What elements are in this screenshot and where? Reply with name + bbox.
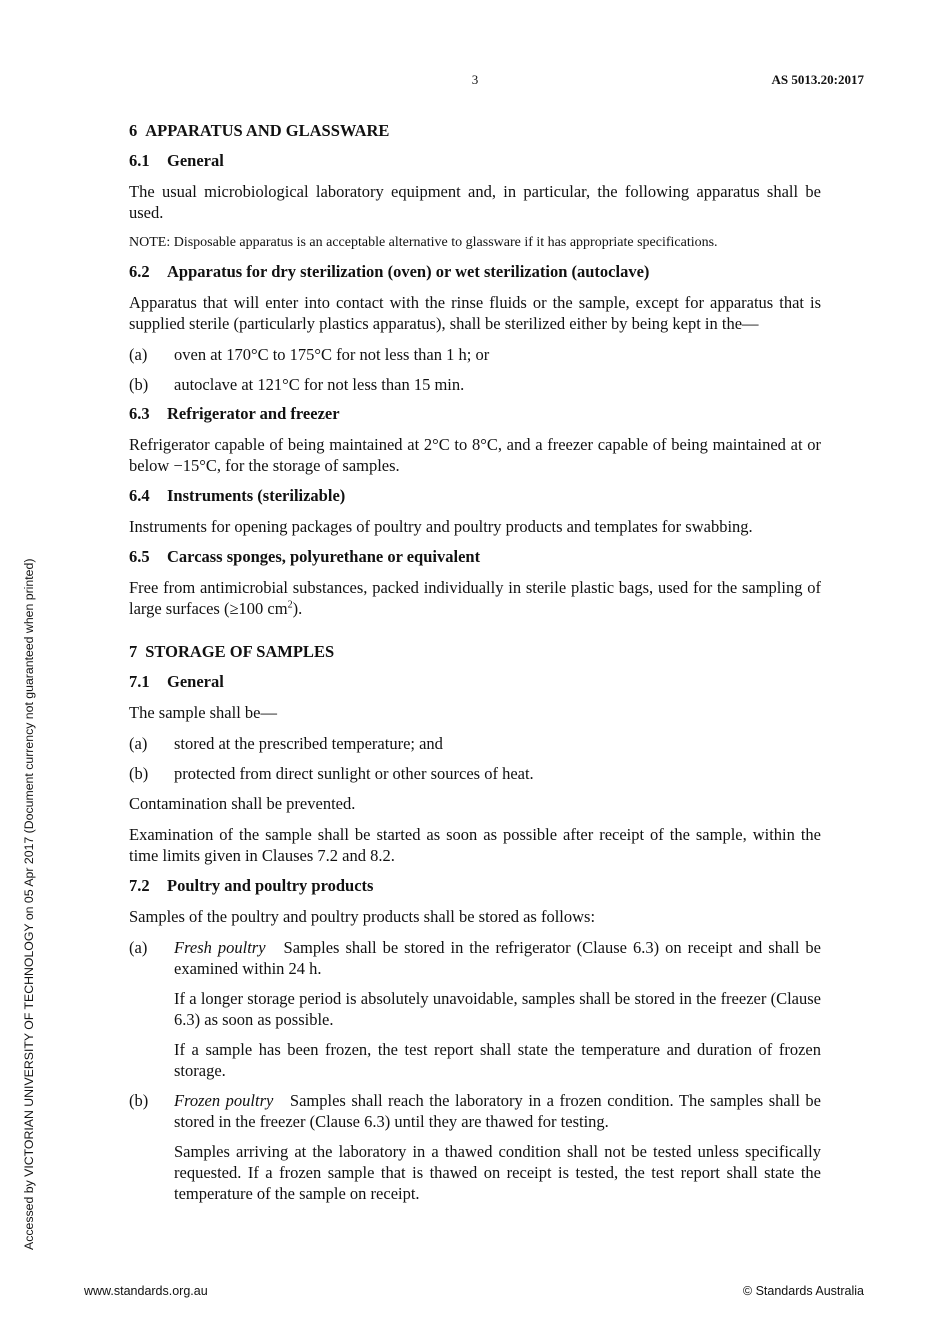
clause-6-4-heading: 6.4 Instruments (sterilizable) (129, 486, 346, 505)
clause-7-1-heading: 7.1 General (129, 672, 224, 691)
list-item: (a) stored at the prescribed temperature; and (129, 734, 443, 753)
clause-6-5-text: Free from antimicrobial substances, packed individually in sterile plastic bags, used for the sampling of large surfaces (≥100 $cm^2$). (129, 578, 821, 618)
clause-6-2-heading: 6.2 Apparatus for dry sterilization (oven) or wet sterilization (autoclave) (129, 262, 650, 281)
clause-6-1-heading: 6.1 General (129, 151, 224, 170)
clause-7-1-text-2: Examination of the sample shall be started as soon as possible after receipt of the sample, within the time limits given in Clauses 7.2 and 8.2. (129, 825, 821, 865)
list-item: (b) autoclave at 121°C for not less than 15 min. (129, 375, 465, 394)
access-watermark: Accessed by VICTORIAN UNIVERSITY OF TECHNOLOGY on 05 Apr 2017 (Document currency not guaranteed when printed) (22, 558, 36, 1250)
clause-6-3-heading: 6.3 Refrigerator and freezer (129, 404, 340, 423)
list-item: (a) oven at 170°C to 175°C for not less than 1 h; or (129, 345, 490, 364)
clause-6-1-text: The usual microbiological laboratory equipment and, in particular, the following apparatus shall be used. (129, 182, 821, 222)
list-item-fresh-poultry: (a) Fresh poultry Samples shall be stored in the refrigerator (Clause 6.3) on receipt and shall be examined within 24 h. If a longer storage period is absolutely unavoidable, samples shall be stored in the freezer (Clause 6.3) as soon as possible. If a sample has been frozen, the test report shall state the temperature and duration of frozen storage. (129, 938, 822, 1080)
footer-website: www.standards.org.au (84, 1284, 208, 1298)
document-body (129, 121, 821, 1213)
footer-copyright: © Standards Australia (742, 1284, 864, 1298)
clause-6-5-heading: 6.5 Carcass sponges, polyurethane or equivalent (129, 547, 481, 566)
clause-7-2-heading: 7.2 Poultry and poultry products (129, 876, 374, 895)
list-item-frozen-poultry: (b) Frozen poultry Samples shall reach the laboratory in a frozen condition. The samples shall be stored in the freezer (Clause 6.3) until they are thawed for testing. Samples arriving at the laboratory in a thawed condition shall not be tested unless specifically requested. If a frozen sample that is thawed on receipt is tested, the test report shall state the temperature of the sample on receipt. (129, 1091, 822, 1203)
clause-7-1-text-1: Contamination shall be prevented. (129, 794, 356, 813)
clause-6-2-text: Apparatus that will enter into contact with the rinse fluids or the sample, except for apparatus that is supplied sterile (particularly plastics apparatus), shall be sterilized either by being kept in the— (129, 293, 821, 333)
section-6-heading: 6 APPARATUS AND GLASSWARE (129, 121, 390, 140)
clause-6-3-text: Refrigerator capable of being maintained at 2°C to 8°C, and a freezer capable of being maintained at or below −15°C, for the storage of samples. (129, 435, 821, 475)
section-7-heading: 7 STORAGE OF SAMPLES (129, 642, 335, 661)
clause-7-1-intro: The sample shall be— (129, 703, 278, 722)
clause-7-2-intro: Samples of the poultry and poultry products shall be stored as follows: (129, 907, 596, 926)
standard-code: AS 5013.20:2017 (771, 72, 864, 87)
clause-6-4-text: Instruments for opening packages of poultry and poultry products and templates for swabbing. (129, 517, 753, 536)
term-fresh-poultry: Fresh poultry (174, 938, 266, 957)
clause-6-1-note: NOTE: Disposable apparatus is an acceptable alternative to glassware if it has appropriate specifications. (129, 235, 718, 250)
list-item: (b) protected from direct sunlight or other sources of heat. (129, 764, 534, 783)
page-number: 3 (471, 72, 479, 87)
term-frozen-poultry: Frozen poultry (174, 1091, 274, 1110)
